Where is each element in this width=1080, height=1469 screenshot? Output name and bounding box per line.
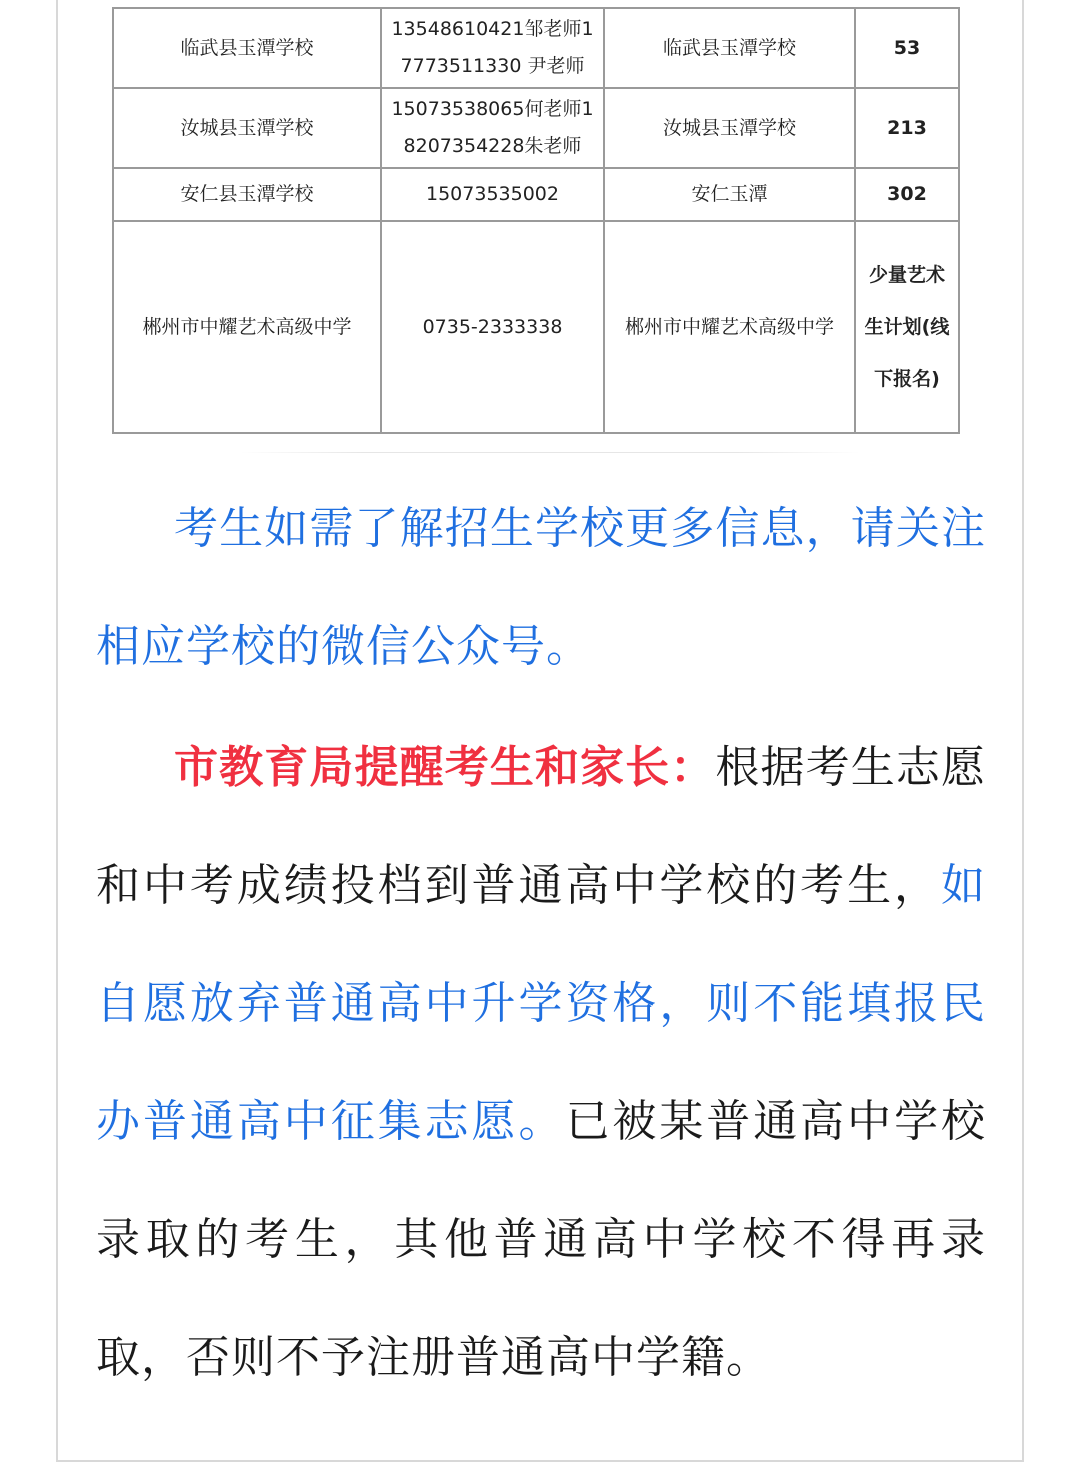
phone-cell — [381, 221, 604, 433]
follow-wechat-text: 考生如需了解招生学校更多信息，请关注相应学校的微信公众号。 — [96, 503, 986, 672]
phone-cell — [381, 88, 604, 168]
phone-cell — [381, 8, 604, 88]
paragraph-follow-wechat — [96, 470, 986, 706]
table-row — [113, 168, 959, 221]
plan-cell: 53 — [855, 8, 959, 88]
school-cell: 临武县玉潭学校 — [113, 8, 381, 88]
phone-line: 15073535002 — [426, 183, 559, 205]
reminder-text — [96, 709, 986, 1417]
name-cell: 安仁玉潭 — [604, 168, 855, 221]
table-row — [113, 88, 959, 168]
frame-left-border — [56, 0, 58, 1462]
frame-right-border — [1022, 0, 1024, 1462]
name-cell: 临武县玉潭学校 — [604, 8, 855, 88]
name-cell: 郴州市中耀艺术高级中学 — [604, 221, 855, 433]
phone-line: 0735-2333338 — [422, 315, 563, 338]
reminder-part2: 如自愿放弃普通高中升学资格，则不能填报民办普通高中征集志愿。 — [96, 860, 986, 1147]
table-row — [113, 221, 959, 433]
phone-line: 13548610421邹老师1 — [391, 18, 594, 40]
school-cell: 安仁县玉潭学校 — [113, 168, 381, 221]
plan-cell: 少量艺术生计划(线下报名) — [855, 221, 959, 433]
frame-bottom-border — [56, 1460, 1024, 1462]
phone-cell — [381, 168, 604, 221]
school-cell: 郴州市中耀艺术高级中学 — [113, 221, 381, 433]
name-cell: 汝城县玉潭学校 — [604, 88, 855, 168]
school-table — [112, 7, 960, 434]
phone-line: 8207354228朱老师 — [403, 135, 582, 157]
table-row — [113, 8, 959, 88]
school-cell: 汝城县玉潭学校 — [113, 88, 381, 168]
phone-line: 7773511330 尹老师 — [400, 55, 585, 77]
divider — [240, 452, 860, 453]
reminder-part3: 已被某普通高中学校录取的考生，其他普通高中学校不得再录取，否则不予注册普通高中学籍。 — [96, 1096, 987, 1383]
plan-cell: 213 — [855, 88, 959, 168]
paragraph-reminder — [96, 709, 986, 1417]
phone-line: 15073538065何老师1 — [391, 98, 594, 120]
plan-cell: 302 — [855, 168, 959, 221]
reminder-part1: 根据考生志愿和中考成绩投档到普通高中学校的考生， — [96, 742, 987, 911]
reminder-lead: 市教育局提醒考生和家长： — [174, 742, 716, 793]
